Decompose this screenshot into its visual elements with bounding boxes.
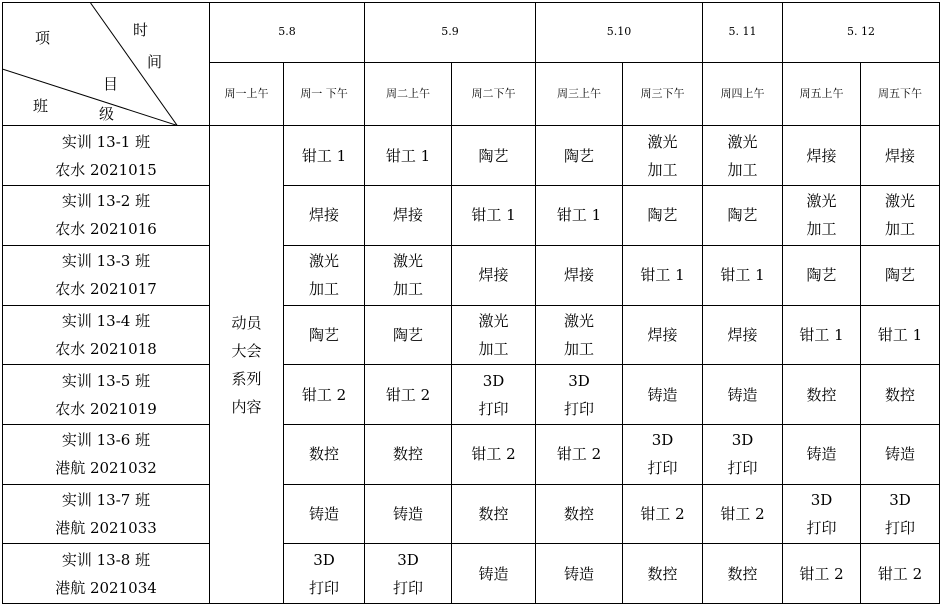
- course-line: 数控: [563, 504, 594, 523]
- course-line: 铸造: [647, 385, 678, 404]
- class-name-line: 农水 2021015: [55, 160, 157, 179]
- course-line: 铸造: [727, 385, 758, 404]
- class-cell: [3, 186, 210, 246]
- course-line: 加工: [478, 339, 509, 358]
- table-row: [3, 424, 940, 484]
- course-cell: [703, 365, 783, 425]
- course-cell: [783, 245, 861, 305]
- course-line: 3D: [810, 490, 833, 509]
- course-cell: [861, 365, 940, 425]
- date-header-3: 5.10: [536, 3, 703, 63]
- course-cell: [284, 365, 365, 425]
- session-header: 周五下午: [861, 62, 940, 126]
- corner-label-time: 时: [133, 21, 149, 39]
- class-name-line: 实训 13-1 班: [61, 132, 151, 151]
- mobilization-line: 系列: [231, 369, 262, 388]
- class-name-line: 港航 2021033: [55, 518, 157, 537]
- course-line: 钳工 2: [385, 385, 431, 404]
- course-cell: [284, 484, 365, 544]
- course-line: 钳工 2: [301, 385, 347, 404]
- course-cell: [783, 544, 861, 604]
- date-header-2: 5.9: [365, 3, 536, 63]
- session-header: 周三上午: [536, 62, 623, 126]
- course-line: 数控: [478, 504, 509, 523]
- course-cell: [861, 245, 940, 305]
- course-line: 焊接: [806, 146, 837, 165]
- course-line: 焊接: [727, 325, 758, 344]
- table-row: [3, 245, 940, 305]
- course-line: 铸造: [806, 445, 837, 464]
- course-cell: [623, 365, 703, 425]
- course-line: 激光: [727, 132, 758, 151]
- course-line: 钳工 2: [720, 504, 765, 523]
- course-line: 陶艺: [884, 266, 915, 285]
- schedule-table: [2, 2, 940, 604]
- course-line: 3D: [651, 431, 674, 450]
- course-line: 加工: [884, 220, 915, 239]
- course-line: 3D: [731, 431, 754, 450]
- course-cell: [452, 245, 536, 305]
- class-cell: [3, 484, 210, 544]
- class-name-line: 农水 2021016: [55, 220, 157, 239]
- course-line: 陶艺: [308, 325, 339, 344]
- course-line: 激光: [392, 252, 423, 271]
- session-header: 周四上午: [703, 62, 783, 126]
- class-cell: [3, 544, 210, 604]
- course-cell: [623, 424, 703, 484]
- course-line: 铸造: [308, 504, 339, 523]
- course-cell: [284, 305, 365, 365]
- course-cell: [284, 544, 365, 604]
- table-row: [3, 544, 940, 604]
- course-cell: [452, 305, 536, 365]
- course-cell: [623, 245, 703, 305]
- class-name-line: 农水 2021017: [55, 280, 157, 299]
- course-line: 3D: [568, 371, 590, 390]
- course-line: 铸造: [478, 564, 509, 583]
- course-line: 打印: [727, 459, 758, 478]
- course-cell: [365, 126, 452, 186]
- course-line: 钳工 2: [640, 504, 685, 523]
- course-line: 钳工 1: [471, 206, 516, 225]
- date-header-5: 5. 12: [783, 3, 940, 63]
- mobilization-line: 内容: [231, 397, 262, 416]
- course-cell: [536, 245, 623, 305]
- class-cell: [3, 305, 210, 365]
- date-header-4: 5. 11: [703, 3, 783, 63]
- course-cell: [284, 245, 365, 305]
- course-cell: [861, 186, 940, 246]
- class-name-line: 实训 13-8 班: [61, 550, 151, 569]
- course-line: 打印: [563, 399, 594, 418]
- session-header: 周五上午: [783, 62, 861, 126]
- class-cell: [3, 424, 210, 484]
- course-cell: [365, 245, 452, 305]
- course-cell: [861, 126, 940, 186]
- course-cell: [452, 186, 536, 246]
- course-cell: [783, 305, 861, 365]
- class-cell: [3, 126, 210, 186]
- course-line: 陶艺: [806, 266, 837, 285]
- course-cell: [365, 544, 452, 604]
- course-cell: [365, 484, 452, 544]
- corner-label-class: 班: [33, 97, 49, 115]
- course-line: 激光: [884, 192, 915, 211]
- course-cell: [703, 186, 783, 246]
- course-cell: [703, 484, 783, 544]
- class-name-line: 实训 13-5 班: [61, 371, 151, 390]
- corner-label-item: 项: [35, 29, 51, 47]
- table-row: [3, 484, 940, 544]
- mobilization-line: 大会: [231, 341, 262, 360]
- course-line: 陶艺: [563, 146, 594, 165]
- table-row: [3, 305, 940, 365]
- course-line: 打印: [392, 578, 423, 597]
- course-line: 加工: [727, 160, 758, 179]
- course-cell: [452, 544, 536, 604]
- course-line: 陶艺: [727, 206, 758, 225]
- session-header: 周一 下午: [284, 62, 365, 126]
- corner-label-time-2: 间: [147, 53, 163, 71]
- course-cell: [623, 484, 703, 544]
- class-name-line: 农水 2021018: [55, 339, 157, 358]
- course-line: 激光: [308, 252, 339, 271]
- course-line: 钳工 1: [385, 146, 431, 165]
- course-line: 加工: [308, 280, 339, 299]
- course-cell: [284, 424, 365, 484]
- mobilization-cell: [210, 126, 284, 604]
- course-line: 陶艺: [478, 146, 509, 165]
- course-line: 焊接: [308, 206, 339, 225]
- class-name-line: 实训 13-7 班: [61, 490, 151, 509]
- course-line: 加工: [806, 220, 837, 239]
- course-line: 铸造: [563, 564, 594, 583]
- course-line: 钳工 2: [471, 445, 516, 464]
- course-line: 打印: [308, 578, 339, 597]
- course-line: 打印: [884, 518, 915, 537]
- course-line: 钳工 2: [877, 564, 923, 583]
- course-cell: [452, 126, 536, 186]
- course-line: 激光: [563, 311, 594, 330]
- course-cell: [703, 126, 783, 186]
- course-cell: [861, 484, 940, 544]
- course-line: 3D: [313, 550, 335, 569]
- class-name-line: 实训 13-3 班: [61, 252, 151, 271]
- course-cell: [536, 544, 623, 604]
- course-line: 3D: [889, 490, 911, 509]
- course-cell: [861, 424, 940, 484]
- course-cell: [536, 365, 623, 425]
- course-line: 加工: [563, 339, 594, 358]
- course-cell: [703, 245, 783, 305]
- course-line: 钳工 1: [720, 266, 765, 285]
- course-line: 焊接: [647, 325, 678, 344]
- course-line: 钳工 1: [640, 266, 685, 285]
- course-cell: [861, 544, 940, 604]
- course-line: 数控: [884, 385, 915, 404]
- class-name-line: 实训 13-4 班: [61, 311, 151, 330]
- course-cell: [452, 424, 536, 484]
- class-name-line: 实训 13-2 班: [61, 192, 151, 211]
- course-cell: [783, 186, 861, 246]
- course-line: 焊接: [563, 266, 594, 285]
- course-line: 打印: [647, 459, 678, 478]
- course-cell: [623, 544, 703, 604]
- course-line: 钳工 2: [799, 564, 844, 583]
- session-header: 周二上午: [365, 62, 452, 126]
- course-cell: [536, 424, 623, 484]
- class-cell: [3, 245, 210, 305]
- course-line: 数控: [727, 564, 758, 583]
- course-cell: [783, 484, 861, 544]
- course-cell: [365, 424, 452, 484]
- course-line: 钳工 1: [799, 325, 844, 344]
- course-line: 加工: [392, 280, 423, 299]
- course-cell: [703, 424, 783, 484]
- course-cell: [623, 186, 703, 246]
- course-cell: [536, 186, 623, 246]
- session-header: 周二下午: [452, 62, 536, 126]
- table-row: [3, 186, 940, 246]
- course-line: 数控: [806, 385, 837, 404]
- course-cell: [623, 305, 703, 365]
- course-cell: [452, 365, 536, 425]
- course-cell: [536, 484, 623, 544]
- course-line: 数控: [392, 445, 423, 464]
- course-line: 激光: [647, 132, 678, 151]
- table-row: [3, 365, 940, 425]
- class-name-line: 实训 13-6 班: [61, 431, 151, 450]
- table-row: [3, 126, 940, 186]
- course-line: 钳工 1: [301, 146, 347, 165]
- course-line: 3D: [397, 550, 419, 569]
- course-line: 打印: [478, 399, 509, 418]
- mobilization-line: 动员: [231, 313, 262, 332]
- course-line: 陶艺: [392, 325, 423, 344]
- course-cell: [861, 305, 940, 365]
- course-line: 加工: [647, 160, 678, 179]
- course-cell: [365, 305, 452, 365]
- corner-label-item-2: 目: [103, 75, 119, 93]
- course-cell: [623, 126, 703, 186]
- course-cell: [365, 186, 452, 246]
- class-name-line: 港航 2021034: [55, 578, 157, 597]
- class-cell: [3, 365, 210, 425]
- course-cell: [536, 305, 623, 365]
- course-line: 陶艺: [647, 206, 678, 225]
- course-cell: [365, 365, 452, 425]
- course-cell: [284, 186, 365, 246]
- course-line: 数控: [647, 564, 678, 583]
- course-cell: [452, 484, 536, 544]
- course-line: 打印: [806, 518, 837, 537]
- session-header: 周三下午: [623, 62, 703, 126]
- course-cell: [536, 126, 623, 186]
- corner-header: [3, 3, 210, 126]
- course-line: 钳工 2: [556, 445, 602, 464]
- class-name-line: 农水 2021019: [55, 399, 157, 418]
- course-cell: [284, 126, 365, 186]
- course-cell: [703, 544, 783, 604]
- course-line: 焊接: [478, 266, 509, 285]
- date-header-1: 5.8: [210, 3, 365, 63]
- course-line: 钳工 1: [556, 206, 602, 225]
- course-line: 铸造: [392, 504, 423, 523]
- course-line: 焊接: [392, 206, 423, 225]
- class-name-line: 港航 2021032: [55, 459, 157, 478]
- course-line: 钳工 1: [877, 325, 923, 344]
- session-header: 周一上午: [210, 62, 284, 126]
- course-cell: [703, 305, 783, 365]
- course-line: 激光: [478, 311, 509, 330]
- course-cell: [783, 424, 861, 484]
- course-cell: [783, 365, 861, 425]
- course-cell: [783, 126, 861, 186]
- corner-label-class-2: 级: [99, 105, 115, 123]
- course-line: 铸造: [884, 445, 915, 464]
- course-line: 数控: [308, 445, 339, 464]
- course-line: 3D: [482, 371, 505, 390]
- course-line: 激光: [806, 192, 837, 211]
- course-line: 焊接: [884, 146, 915, 165]
